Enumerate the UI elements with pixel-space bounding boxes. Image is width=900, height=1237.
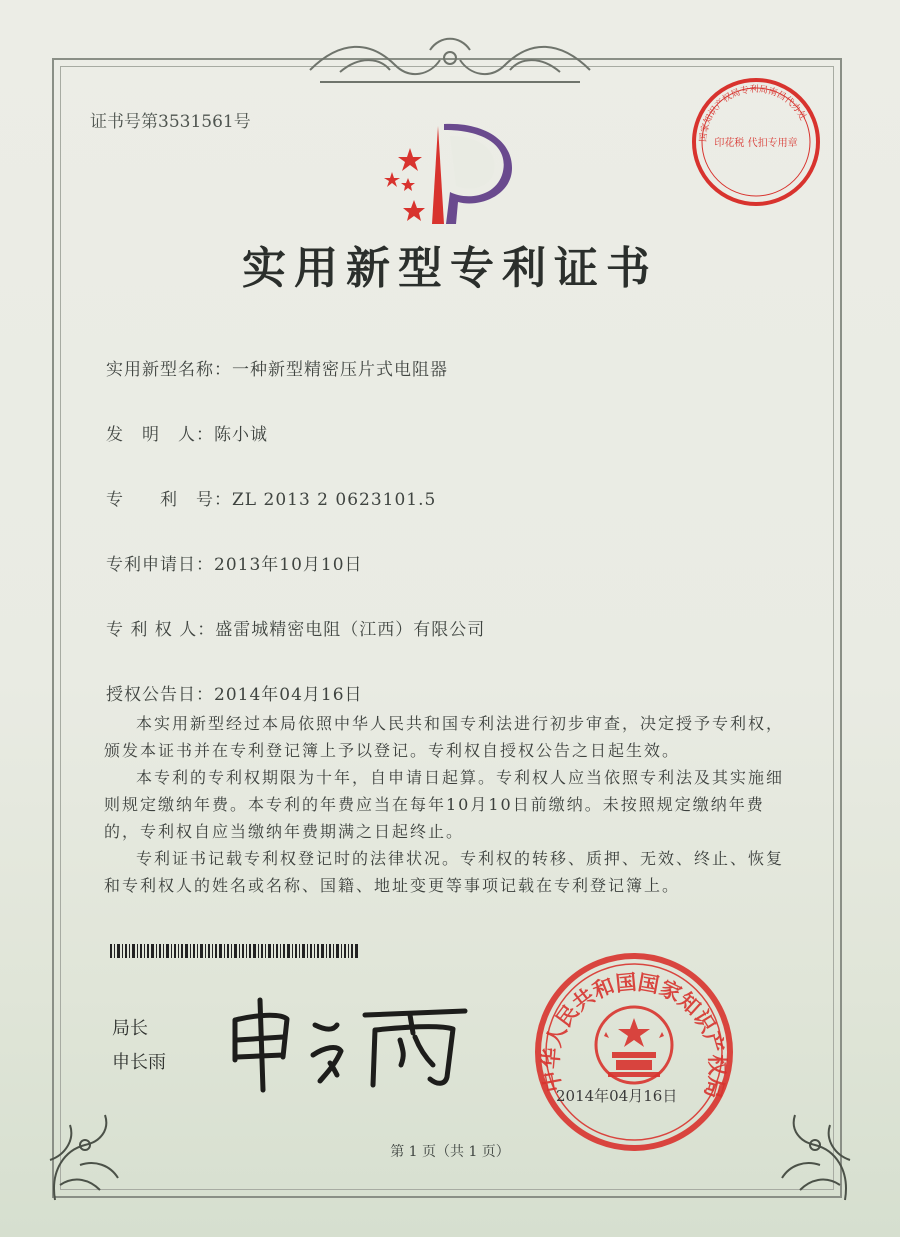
field-grant-date — [106, 680, 363, 705]
field-label: 专 利 权 人： — [106, 620, 216, 640]
field-inventor — [106, 420, 268, 445]
field-value: 2014年04月16日 — [214, 685, 363, 705]
field-value: 一种新型精密压片式电阻器 — [232, 360, 448, 380]
patent-office-logo-icon — [370, 120, 520, 230]
field-application-date — [106, 550, 363, 575]
body-paragraph: 本实用新型经过本局依照中华人民共和国专利法进行初步审查，决定授予专利权，颁发本证书并在专利登记簿上予以登记。专利权自授权公告之日起生效。 — [104, 714, 785, 760]
certificate-body — [104, 710, 794, 899]
tax-seal-stamp — [686, 72, 826, 212]
field-value: 盛雷城精密电阻（江西）有限公司 — [215, 620, 486, 640]
field-label: 专 利 号： — [106, 490, 232, 510]
body-paragraph: 本专利的专利权期限为十年，自申请日起算。专利权人应当依照专利法及其实施细则规定缴纳年费。本专利的年费应当在每年10月10日前缴纳。未按照规定缴纳年费的，专利权自应当缴纳年费期满之日起终止。 — [104, 768, 785, 841]
field-patentee — [106, 615, 485, 640]
body-paragraph: 专利证书记载专利权登记时的法律状况。专利权的转移、质押、无效、终止、恢复和专利权人的姓名或名称、国籍、地址变更等事项记载在专利登记簿上。 — [104, 849, 785, 895]
director-title: 局长 — [112, 1018, 148, 1039]
barcode-icon — [110, 944, 360, 958]
national-ip-office-seal — [532, 950, 737, 1155]
field-label: 专利申请日： — [106, 555, 214, 575]
tax-seal-center-text: 印花税 代扣专用章 — [714, 138, 798, 149]
field-value: 2013年10月10日 — [214, 555, 363, 575]
tax-seal-ring-text: 国家知识产权局专利局南昌代办处 — [698, 84, 808, 143]
top-ornament-icon — [300, 30, 600, 90]
page-number: 第 1 页（共 1 页） — [390, 1144, 510, 1160]
field-patent-number — [106, 485, 436, 510]
field-label: 实用新型名称： — [106, 360, 232, 380]
field-value: 陈小诚 — [214, 425, 268, 445]
seal-date: 2014年04月16日 — [556, 1087, 678, 1105]
certificate-title: 实用新型专利证书 — [242, 243, 658, 294]
seal-ring-text: 中华人民共和国国家知识产权局 — [538, 970, 730, 1102]
field-label: 授权公告日： — [106, 685, 214, 705]
field-label: 发 明 人： — [106, 425, 214, 445]
field-utility-model-name — [106, 355, 448, 380]
director-name: 申长雨 — [112, 1052, 166, 1073]
field-value: ZL 2013 2 0623101.5 — [232, 490, 437, 510]
certificate-number: 证书号第3531561号 — [90, 112, 251, 132]
director-signature — [225, 985, 475, 1095]
